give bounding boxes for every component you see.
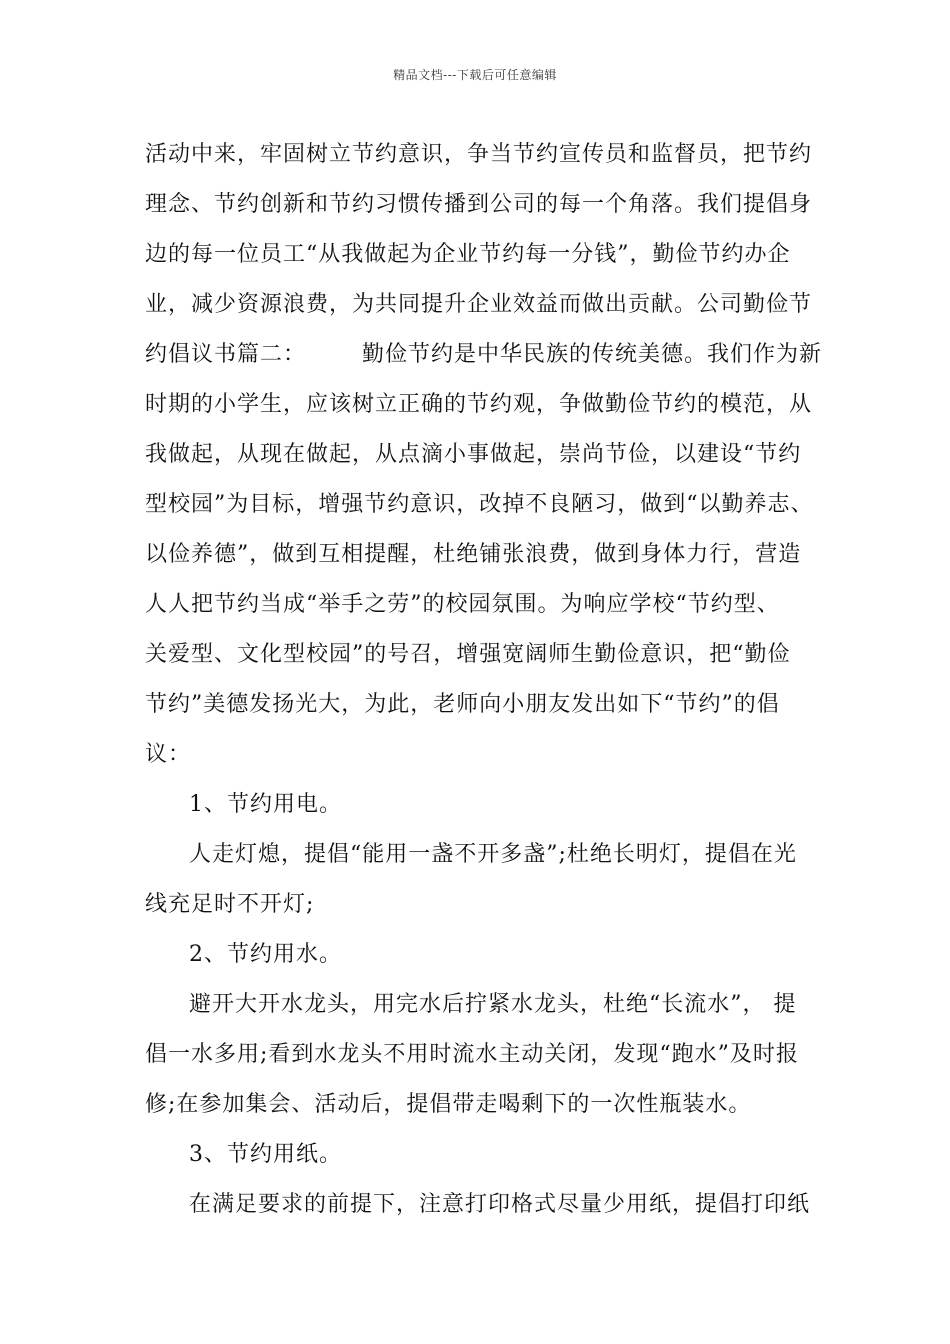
text-line: 议：: [145, 742, 192, 767]
list-heading-water: 2、节约用水。: [189, 942, 342, 967]
text-line: 业，减少资源浪费，为共同提升企业效益而做出贡献。公司勤俭节: [145, 292, 813, 317]
text-line: 节约”美德发扬光大，为此，老师向小朋友发出如下“节约”的倡: [145, 692, 780, 717]
text-line: 关爱型、文化型校园”的号召，增强宽阔师生勤俭意识，把“勤俭: [145, 642, 791, 667]
page-header: 精品文档---下载后可任意编辑: [393, 68, 557, 82]
text-line-mixed: [145, 330, 823, 380]
text-line: 边的每一位员工“从我做起为企业节约每一分钱”，勤俭节约办企: [145, 242, 791, 267]
text-line: 我做起，从现在做起，从点滴小事做起，崇尚节俭，以建设“节约: [145, 442, 802, 467]
list-heading-electricity: 1、节约用电。: [189, 792, 342, 817]
text-line: 型校园”为目标，增强节约意识，改掉不良陋习，做到“以勤养志、: [145, 492, 814, 517]
text-line: 避开大开水龙头，用完水后拧紧水龙头，杜绝“长流水”， 提: [189, 992, 797, 1017]
text-line: 人走灯熄，提倡“能用一盏不开多盏”;杜绝长明灯，提倡在光: [189, 842, 797, 867]
text-line: 修;在参加集会、活动后，提倡带走喝剩下的一次性瓶装水。: [145, 1092, 752, 1117]
document-body: [145, 130, 823, 1230]
text-line: 在满足要求的前提下，注意打印格式尽量少用纸，提倡打印纸: [189, 1192, 811, 1217]
text-line: 理念、节约创新和节约习惯传播到公司的每一个角落。我们提倡身: [145, 192, 813, 217]
text-line: 时期的小学生，应该树立正确的节约观，争做勤俭节约的模范，从: [145, 392, 813, 417]
text-line: 活动中来，牢固树立节约意识，争当节约宣传员和监督员，把节约: [145, 142, 813, 167]
paragraph-start: 勤俭节约是中华民族的传统美德。我们作为新: [362, 342, 823, 367]
text-line: 人人把节约当成“举手之劳”的校园氛围。为响应学校“节约型、: [145, 592, 780, 617]
section-title: 约倡议书篇二：: [145, 342, 307, 367]
text-line: 线充足时不开灯;: [145, 892, 315, 917]
list-heading-paper: 3、节约用纸。: [189, 1142, 342, 1167]
text-line: 倡一水多用;看到水龙头不用时流水主动关闭，发现“跑水”及时报: [145, 1042, 799, 1067]
text-line: 以俭养德”，做到互相提醒，杜绝铺张浪费，做到身体力行，营造: [145, 542, 802, 567]
